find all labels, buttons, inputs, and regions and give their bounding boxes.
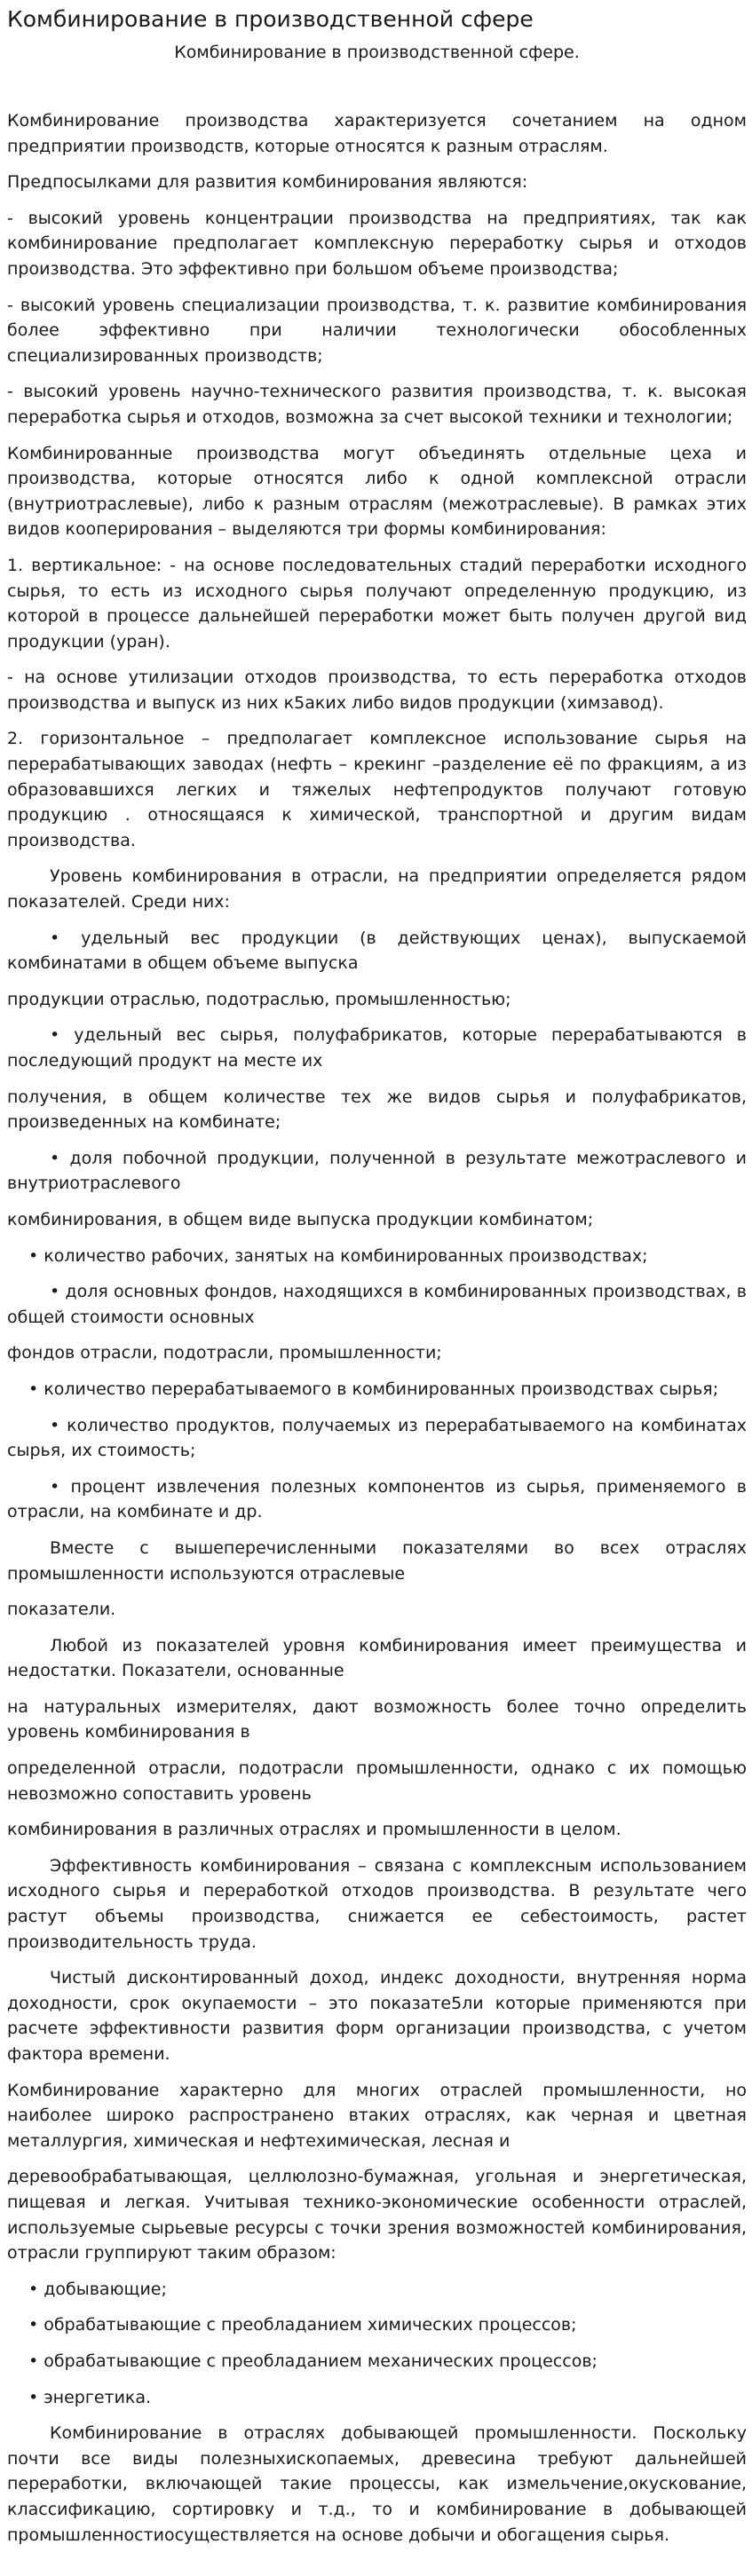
- bullet-item: • обрабатывающие с преобладанием механических процессов;: [28, 2351, 598, 2371]
- bullet-item: • энергетика.: [28, 2387, 152, 2407]
- paragraph: определенной отрасли, подотрасли промышленности, однако с их помощью невозможно сопоставить уровень: [7, 1758, 747, 1804]
- bullet-item: • добывающие;: [28, 2279, 167, 2299]
- paragraph: Чистый дисконтированный доход, индекс доходности, внутренняя норма доходности, срок окупаемости – это показате5ли которые применяются при расчете эффективности развития форм организации производства, с учетом фактора времени.: [7, 1968, 747, 2064]
- paragraph: • доля побочной продукции, полученной в результате межотраслевого и внутриотраслевого: [7, 1148, 747, 1194]
- paragraph: деревообрабатывающая, целлюлозно-бумажная, угольная и энергетическая, пищевая и легкая. Учитывая технико-экономические особенности отраслей, используемые сырьевые ресурсы с точки зрения возможностей комбинирования, отрасли группируют таким образом:: [7, 2167, 747, 2264]
- paragraph: Уровень комбинирования в отрасли, на предприятии определяется рядом показателей. Среди них:: [7, 866, 747, 913]
- paragraph: показатели.: [7, 1600, 116, 1620]
- bullet-item: • количество рабочих, занятых на комбинированных производствах;: [28, 1245, 648, 1266]
- paragraph: Предпосылками для развития комбинирования являются:: [7, 172, 528, 193]
- article-body: [7, 108, 747, 2548]
- bullet-item: • обрабатывающие с преобладанием химических процессов;: [28, 2315, 577, 2335]
- paragraph: Эффективность комбинирования – связана с комплексным использованием исходного сырья и переработкой отходов производства. В результате чего растут объемы производства, снижается ее себестоимость, растет производительность труда.: [7, 1855, 747, 1952]
- paragraph: на натуральных измерителях, дают возможность более точно определить уровень комбинирования в: [7, 1696, 747, 1742]
- paragraph: Вместе с вышеперечисленными показателями во всех отраслях промышленности используются отраслевые: [7, 1537, 747, 1584]
- paragraph: 2. горизонтальное – предполагает комплексное использование сырья на перерабатывающих заводах (нефть – крекинг –разделение её по фракциям, а из образовавшихся легких и тяжелых нефтепродуктов получают готовую продукцию . относящаяся к химической, транспортной и другим видам производства.: [7, 729, 747, 850]
- paragraph: фондов отрасли, подотрасли, промышленности;: [7, 1343, 442, 1363]
- paragraph: Комбинирование в отраслях добывающей промышленности. Поскольку почти все виды полезныхископаемых, древесина требуют дальнейшей переработки, включающей такие процессы, как измельчение,окускование, классификацию, сортировку и т.д., то и комбинирование в добывающей промышленностиосуществляется на основе добычи и обогащения сырья.: [7, 2423, 747, 2545]
- paragraph: Комбинированные производства могут объединять отдельные цеха и производства, которые относятся либо к одной комплексной отрасли (внутриотраслевые), либо к разным отраслям (межотраслевые). В рамках этих видов кооперирования – выделяются три формы комбинирования:: [7, 443, 747, 540]
- paragraph: - высокий уровень специализации производства, т. к. развитие комбинирования более эффективно при наличии технологически обособленных специализированных производств;: [7, 295, 747, 366]
- paragraph: • доля основных фондов, находящихся в комбинированных производствах, в общей стоимости основных: [7, 1282, 747, 1327]
- paragraph: продукции отраслью, подотраслью, промышленностью;: [7, 989, 511, 1009]
- paragraph: - на основе утилизации отходов производства, то есть переработка отходов производства и выпуск из них к5аких либо видов продукции (химзавод).: [7, 668, 747, 713]
- paragraph: комбинирования в различных отраслях и промышленности в целом.: [7, 1820, 621, 1840]
- paragraph: 1. вертикальное: - на основе последовательных стадий переработки исходного сырья, то есть из исходного сырья получают определенную продукцию, из которой в процессе дальнейшей переработки может быть получен другой вид продукции (уран).: [7, 555, 747, 652]
- bullet-item: • количество перерабатываемого в комбинированных производствах сырья;: [28, 1379, 719, 1399]
- page-subtitle: Комбинирование в производственной сфере.: [174, 43, 580, 62]
- paragraph: • количество продуктов, получаемых из перерабатываемого на комбинатах сырья, их стоимость;: [7, 1415, 747, 1461]
- paragraph: • процент извлечения полезных компонентов из сырья, применяемого в отрасли, на комбинате и др.: [7, 1476, 747, 1522]
- paragraph: • удельный вес продукции (в действующих ценах), выпускаемой комбинатами в общем объеме выпуска: [7, 928, 747, 974]
- paragraph: - высокий уровень научно-технического развития производства, т. к. высокая переработка сырья и отходов, возможна за счет высокой техники и технологии;: [7, 382, 747, 427]
- page-title: Комбинирование в производственной сфере: [7, 6, 534, 32]
- paragraph: получения, в общем количестве тех же видов сырья и полуфабрикатов, произведенных на комбинате;: [7, 1087, 747, 1133]
- paragraph: Комбинирование характерно для многих отраслей промышленности, но наиболее широко распространено втаких отраслях, как черная и цветная металлургия, химическая и нефтехимическая, лесная и: [7, 2080, 747, 2151]
- paragraph: Любой из показателей уровня комбинирования имеет преимущества и недостатки. Показатели, основанные: [7, 1635, 747, 1681]
- paragraph: комбинирования, в общем виде выпуска продукции комбинатом;: [7, 1209, 594, 1229]
- paragraph: • удельный вес сырья, полуфабрикатов, которые перерабатываются в последующий продукт на месте их: [7, 1025, 747, 1071]
- paragraph: - высокий уровень концентрации производства на предприятиях, так как комбинирование предполагает комплексную переработку сырья и отходов производства. Это эффективно при большом объеме производства;: [7, 208, 747, 279]
- paragraph: Комбинирование производства характеризуется сочетанием на одном предприятии производств, которые относятся к разным отраслям.: [7, 111, 747, 156]
